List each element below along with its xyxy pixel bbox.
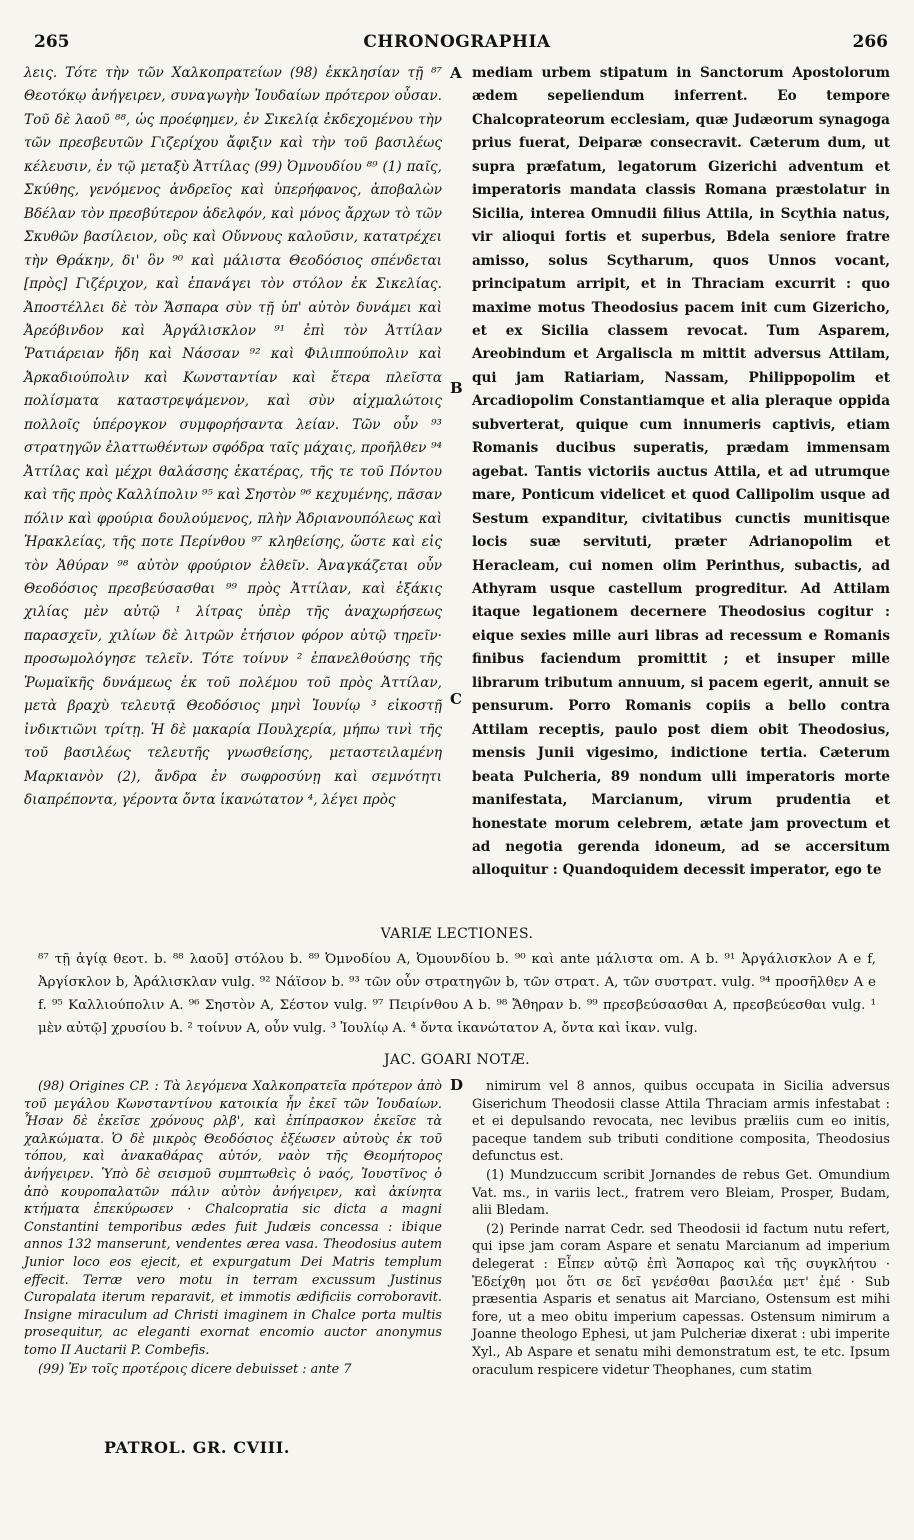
variae-text: ⁸⁷ τῇ ἁγίᾳ θεοτ. b. ⁸⁸ λαοῦ] στόλου b. ⁸⁹ Ὀμνοδίου A, Ὀμουνδίου b. ⁹⁰ καὶ ante μάλιστα om. A b. ⁹¹ Ἀργάλισκλον A e f, Ἀργίσκλον b, Ἀράλισκλαν vulg. ⁹² Νάϊσον b. ⁹³ τῶν οὖν στρατηγῶν b, τῶν στρατ. A, τῶν συστρατ. vulg. ⁹⁴ προσῆλθεν A e f. ⁹⁵ Καλλιούπολιν A. ⁹⁶ Σηστὸν A, Σέστον vulg. ⁹⁷ Πειρίνθου A b. ⁹⁸ Ἄθηραν b. ⁹⁹ πρεσβεύσασθαι A, πρεσβεύεσθαι vulg. ¹ μὲν αὐτῷ] χρυσίου b. ² τοίνυν A, οὖν vulg. ³ Ἰουλίῳ A. ⁴ ὄντα ἱκανώτατον A, ὄντα καὶ ἱκαν. vulg.: [38, 952, 876, 1036]
notes-columns: [24, 1078, 890, 1380]
greek-column: [24, 62, 442, 912]
patrologia-footer: PATROL. GR. CVIII.: [104, 1438, 291, 1457]
latin-column: [472, 62, 890, 912]
greek-text: λεις. Τότε τὴν τῶν Χαλκοπρατείων (98) ἐκκλησίαν τῇ ⁸⁷ Θεοτόκῳ ἀνήγειρεν, συναγωγὴν Ἰουδαίων πρότερον οὖσαν. Τοῦ δὲ λαοῦ ⁸⁸, ὡς προέφημεν, ἐν Σικελίᾳ ἐκδεχομένου τὴν τῶν πρεσβευτῶν Γιζερίχου ἄφιξιν καὶ τὴν τοῦ βασιλέως κέλευσιν, ἐν τῷ μεταξὺ Ἀττίλας (99) Ὀμνουδίου ⁸⁹ (1) παῖς, Σκύθης, γενόμενος ἀνδρεῖος καὶ ὑπερήφανος, ἀποβαλὼν Βδέλαν τὸν πρεσβύτερον ἀδελφόν, καὶ μόνος ἄρχων τὸ τῶν Σκυθῶν βασίλειον, οὓς καὶ Οὔννους καλοῦσιν, κατατρέχει τὴν Θράκην, δι' ὃν ⁹⁰ καὶ μάλιστα Θεοδόσιος σπένδεται [πρὸς] Γιζέριχον, καὶ ἐπανάγει τὸν στόλον ἐκ Σικελίας. Ἀποστέλλει δὲ τὸν Ἄσπαρα σὺν τῇ ὑπ' αὐτὸν δυνάμει καὶ Ἀρεόβινδον καὶ Ἀργάλισκλον ⁹¹ ἐπὶ τὸν Ἀττίλαν Ῥατιάρειαν ἤδη καὶ Νάσσαν ⁹² καὶ Φιλιππούπολιν καὶ Ἀρκαδιούπολιν καὶ Κωνσταντίαν καὶ ἕτερα πλεῖστα πολίσματα καταστρεψάμενον, καὶ σὺν αἰχμαλώτοις πολλοῖς ὑπέρογκον συμφορήσαντα λείαν. Τῶν οὖν ⁹³ στρατηγῶν ἐλαττωθέντων σφόδρα ταῖς μάχαις, προῆλθεν ⁹⁴ Ἀττίλας καὶ μέχρι θαλάσσης ἑκατέρας, τῆς τε τοῦ Πόντου καὶ τῆς πρὸς Καλλίπολιν ⁹⁵ καὶ Σηστὸν ⁹⁶ κεχυμένης, πᾶσαν πόλιν καὶ φρούρια δουλούμενος, πλὴν Ἀδριανουπόλεως καὶ Ἡρακλείας, τῆς ποτε Περίνθου ⁹⁷ κληθείσης, ὥστε καὶ εἰς τὸν Ἀθύραν ⁹⁸ αὐτὸν φρούριον ἐλθεῖν. Ἀναγκάζεται οὖν Θεοδόσιος πρεσβεύσασθαι ⁹⁹ πρὸς Ἀττίλαν, καὶ ἑξάκις χιλίας μὲν αὐτῷ ¹ λίτρας ὑπὲρ τῆς ἀναχωρήσεως παρασχεῖν, χιλίων δὲ λιτρῶν ἐτήσιον φόρον αὐτῷ τηρεῖν· προσωμολόγησε τελεῖν. Τότε τοίνυν ² ἐπανελθούσης τῆς Ῥωμαϊκῆς δυνάμεως ἐκ τοῦ πολέμου τοῦ πρὸς Ἀττίλαν, μετὰ βραχὺ τελευτᾷ Θεοδόσιος μηνὶ Ἰουνίῳ ³ εἰκοστῇ ἰνδικτιῶνι τρίτῃ. Ἡ δὲ μακαρία Πουλχερία, μήπω τινὶ τῆς τοῦ βασιλέως τελευτῆς γνωσθείσης, μεταστειλαμένη Μαρκιανὸν (2), ἄνδρα ἐν σωφροσύνῃ καὶ σεμνότητι διαπρέποντα, γέροντα ὄντα ἱκανώτατον ⁴, λέγει πρὸς: [24, 65, 442, 809]
note-99: (99) Ἐν τοῖς προτέροις dicere debuisset : ante 7: [38, 1361, 352, 1377]
variae-lectiones: [24, 926, 890, 1040]
page-number-right: 266: [852, 32, 888, 52]
note-98: (98) Origines CP. : Τὰ λεγόμενα Χαλκοπρατεῖα πρότερον ἀπὸ τοῦ μεγάλου Κωνσταντίνου κατοικία ἦν ἐκεῖ τῶν Ἰουδαίων. Ἦσαν δὲ ἐκεῖσε χρόνους ρλβ', καὶ ἐπίπρασκον ἐκεῖσε τὰ χαλκώματα. Ὁ δὲ μικρὸς Θεοδόσιος ἐξέωσεν αὐτοὺς ἐκ τοῦ τόπου, καὶ ἀνακαθάρας αὐτόν, ναὸν τῆς Θεομήτορος ἀνήγειρεν. Ὑπὸ δὲ σεισμοῦ συμπτωθεὶς ὁ ναός, Ἰουστῖνος ὁ ἀπὸ κουροπαλατῶν πάλιν αὐτὸν ἀνήγειρεν, καὶ ἀκίνητα κτήματα ἐπεκύρωσεν · Chalcopratia sic dicta a magni Constantini temporibus ædes fuit Judæis concessa : ibique annos 132 manserunt, vendentes ærea vasa. Theodosius autem Junior loco eos ejecit, et expurgatum Dei Matris templum effecit. Terræ vero motu in terram excussum Justinus Curopalata iterum reparavit, et immotis ædificiis corroboravit. Insigne miraculum ad Christi imaginem in Chalce porta multis prosequitur, ac eleganti exornat encomio auctor anonymus tomo II Auctarii P. Combefis.: [24, 1079, 442, 1358]
document-page: [24, 28, 890, 1380]
main-text: [24, 62, 890, 912]
margin-marker-a: A: [450, 64, 462, 82]
note-1: (1) Mundzuccum scribit Jornandes de rebus Get. Omundium Vat. ms., in variis lect., fratrem vero Bleiam, Prosper, Budam, alii Bledam.: [472, 1167, 890, 1219]
latin-text: mediam urbem stipatum in Sanctorum Apostolorum ædem sepeliendum inferrent. Eo tempore Chalcoprateorum ecclesiam, quæ Judæorum synagoga prius fuerat, Deiparæ consecravit. Cæterum dum, ut supra præfatum, legatorum Gizerichi adventum et imperatoris mandata classis Romana præstolatur in Sicilia, interea Omnudii filius Attila, in Scythia natus, vir alioqui fortis et superbus, Bdela seniore fratre amisso, solus Scytharum, quos Unnos vocant, principatum arripit, et in Thraciam excurrit : quo maxime motus Theodosius pacem init cum Gizericho, et ex Sicilia classem revocat. Tum Asparem, Areobindum et Argaliscla m mittit adversus Attilam, qui jam Ratiariam, Nassam, Philippopolim et Arcadiopolim Constantiamque et alia pleraque oppida subverterat, quique cum innumeris captivis, etiam Romanis ducibus superatis, prædam immensam agebat. Tantis victoriis auctus Attila, et ad utrumque mare, Ponticum videlicet et quod Callipolim usque ad Sestum expanditur, civitatibus cunctis munitisque locis suæ servituti, præter Adrianopolim et Heracleam, cui nomen olim Perinthus, subactis, ad Athyram usque castellum progreditur. Ad Attilam itaque legationem decernere Theodosius cogitur : eique sexies mille auri libras ad recessum e Romanis finibus faciendum promittit ; et insuper mille librarum tributum annuum, si pacem egerit, annuit se pensurum. Porro Romanis copiis a bello contra Attilam receptis, paulo post diem obit Theodosius, mensis Junii vigesimo, indictione tertia. Cæterum beata Pulcheria, 89 nondum ulli imperatoris morte manifestata, Marcianum, virum prudentia et honestate morum celebrem, ætate jam provectum et ad negotia gerenda idoneum, ad se accersitum alloquitur : Quandoquidem decessit imperator, ego te: [472, 65, 890, 879]
margin-marker-c: C: [450, 690, 462, 708]
page-header: [24, 28, 890, 62]
note-2: (2) Perinde narrat Cedr. sed Theodosii id factum nutu refert, qui ipse jam coram Aspare et senatu Marcianum ad imperium delegerat : Εἶπεν αὐτῷ ἐπὶ Ἄσπαρος καὶ τῆς συγκλήτου · Ἐδείχθη μοι ὅτι σε δεῖ γενέσθαι βασιλέα μετ' ἐμέ · Sub præsentia Asparis et senatus ait Marciano, Ostensum est mihi fore, ut a meo obitu imperium capessas. Ostensum nimirum a Joanne theologo Ephesi, ut jam Pulcheriæ dixerat : ubi imperite Xyl., Ab Aspare et senatu mihi demonstratum est, te etc. Ipsum oraculum respicere videtur Theophanes, cum statim: [472, 1221, 890, 1378]
notes-left-column: [24, 1078, 442, 1380]
notes-right-column: [472, 1078, 890, 1380]
variae-title: VARIÆ LECTIONES.: [380, 926, 534, 942]
note-99-continued: nimirum vel 8 annos, quibus occupata in Sicilia adversus Giserichum Theodosii classe Attila Thraciam armis infestabat : et ei depulsando revocata, nec levibus præliis cum eo initis, paceque tandem sub tributi conditione composita, Theodosius defunctus est.: [472, 1079, 890, 1165]
notes-title: JAC. GOARI NOTÆ.: [383, 1052, 531, 1068]
margin-marker-b: B: [450, 379, 463, 397]
margin-marker-d: D: [450, 1076, 464, 1094]
running-title: CHRONOGRAPHIA: [363, 32, 551, 52]
page-number-left: 265: [34, 32, 70, 52]
goar-notes: [24, 1052, 890, 1380]
